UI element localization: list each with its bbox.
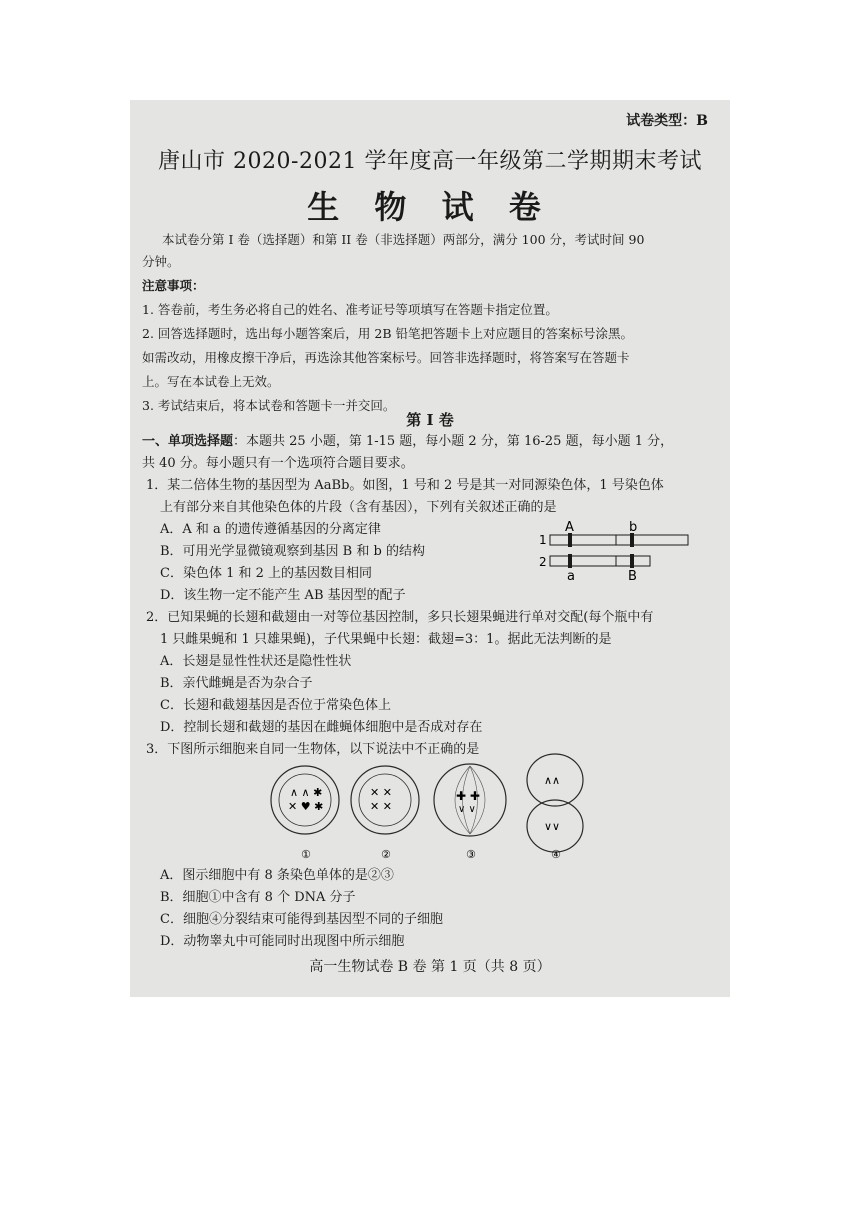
section-instructions-text: ：本题共 25 小题，第 1-15 题，每小题 2 分，第 16-25 题，每小题 1 分， <box>233 434 674 449</box>
svg-text:✕ ✕: ✕ ✕ <box>370 786 392 799</box>
question-option: B．细胞①中含有 8 个 DNA 分子 <box>160 890 356 905</box>
gene-locus-a <box>568 554 572 568</box>
section-instructions-label: 一、单项选择题 <box>142 434 234 449</box>
notes-item: 上。写在本试卷上无效。 <box>142 374 280 389</box>
exam-subtitle: 生 物 试 卷 <box>307 188 553 226</box>
question-stem: 1 只雌果蝇和 1 只雄果蝇)，子代果蝇中长翅：截翅=3：1。据此无法判断的是 <box>160 632 612 647</box>
question-option: A．A 和 a 的遗传遵循基因的分离定律 <box>160 522 381 537</box>
question-stem: 2．已知果蝇的长翅和截翅由一对等位基因控制，多只长翅果蝇进行单对交配(每个瓶中有 <box>146 610 654 625</box>
svg-text:∧∧: ∧∧ <box>544 774 561 787</box>
cell-3 <box>434 764 506 836</box>
question-option: D．该生物一定不能产生 AB 基因型的配子 <box>160 588 406 603</box>
question-option: A．图示细胞中有 8 条染色单体的是②③ <box>160 868 394 883</box>
chromosome-figure <box>522 520 692 584</box>
svg-text:∨ ∨: ∨ ∨ <box>458 804 476 815</box>
svg-text:✕ ✕: ✕ ✕ <box>370 800 392 813</box>
paper-type: 试卷类型：B <box>626 113 708 129</box>
svg-text:∧ ∧ ✱: ∧ ∧ ✱ <box>290 786 323 799</box>
gene-locus-A <box>568 533 572 547</box>
question-option: C．细胞④分裂结束可能得到基因型不同的子细胞 <box>160 912 443 927</box>
notes-item: 3. 考试结束后，将本试卷和答题卡一并交回。 <box>142 398 396 413</box>
question-option: C．长翅和截翅基因是否位于常染色体上 <box>160 698 391 713</box>
svg-text:✕ ♥ ✱: ✕ ♥ ✱ <box>288 800 324 813</box>
notes-heading: 注意事项： <box>142 278 205 293</box>
chromosome-2 <box>550 556 650 566</box>
gene-label-A: A <box>565 520 574 535</box>
cell-2 <box>351 766 419 834</box>
question-stem: 上有部分来自其他染色体的片段（含有基因），下列有关叙述正确的是 <box>160 500 557 515</box>
question-option: A．长翅是显性性状还是隐性性状 <box>160 654 352 669</box>
intro-line: 分钟。 <box>142 254 180 269</box>
gene-label-B: B <box>628 569 637 584</box>
section-instructions: 共 40 分。每小题只有一个选项符合题目要求。 <box>142 456 414 471</box>
question-option: B．亲代雌蝇是否为杂合子 <box>160 676 313 691</box>
gene-label-b: b <box>629 520 638 535</box>
chromosome-label-1: 1 <box>539 533 547 547</box>
cell-label-3: ③ <box>466 848 476 861</box>
question-option: D．控制长翅和截翅的基因在雌蝇体细胞中是否成对存在 <box>160 720 483 735</box>
question-stem: 3．下图所示细胞来自同一生物体，以下说法中不正确的是 <box>146 742 480 757</box>
exam-title: 唐山市 2020-2021 学年度高一年级第二学期期末考试 <box>158 149 702 174</box>
notes-item: 2. 回答选择题时，选出每小题答案后，用 2B 铅笔把答题卡上对应题目的答案标号涂黑。 <box>142 326 633 341</box>
exam-page <box>130 100 730 997</box>
page-footer: 高一生物试卷 B 卷 第 1 页（共 8 页） <box>309 959 551 975</box>
section-title: 第 I 卷 <box>406 411 454 429</box>
svg-text:✚ ✚: ✚ ✚ <box>456 789 480 803</box>
question-option: C．染色体 1 和 2 上的基因数目相同 <box>160 566 373 581</box>
notes-item: 如需改动，用橡皮擦干净后，再选涂其他答案标号。回答非选择题时，将答案写在答题卡 <box>142 350 630 365</box>
cell-label-4: ④ <box>551 848 561 861</box>
svg-text:∨∨: ∨∨ <box>544 820 561 833</box>
chromosome-label-2: 2 <box>539 555 547 569</box>
cell-1 <box>271 766 339 834</box>
intro-line: 本试卷分第 I 卷（选择题）和第 II 卷（非选择题）两部分，满分 100 分，考试时间 90 <box>162 232 645 247</box>
cell-label-2: ② <box>381 848 391 861</box>
cell-division-figure <box>270 750 600 862</box>
question-stem: 1．某二倍体生物的基因型为 AaBb。如图，1 号和 2 号是其一对同源染色体，1 号染色体 <box>146 478 664 493</box>
question-option: D．动物睾丸中可能同时出现图中所示细胞 <box>160 934 405 949</box>
gene-label-a: a <box>567 569 575 584</box>
cell-label-1: ① <box>301 848 311 861</box>
notes-item: 1. 答卷前，考生务必将自己的姓名、准考证号等项填写在答题卡指定位置。 <box>142 302 558 317</box>
gene-locus-b <box>630 533 634 547</box>
question-option: B．可用光学显微镜观察到基因 B 和 b 的结构 <box>160 544 425 559</box>
gene-locus-B <box>630 554 634 568</box>
section-instructions <box>142 430 673 449</box>
cell-4 <box>527 754 583 852</box>
